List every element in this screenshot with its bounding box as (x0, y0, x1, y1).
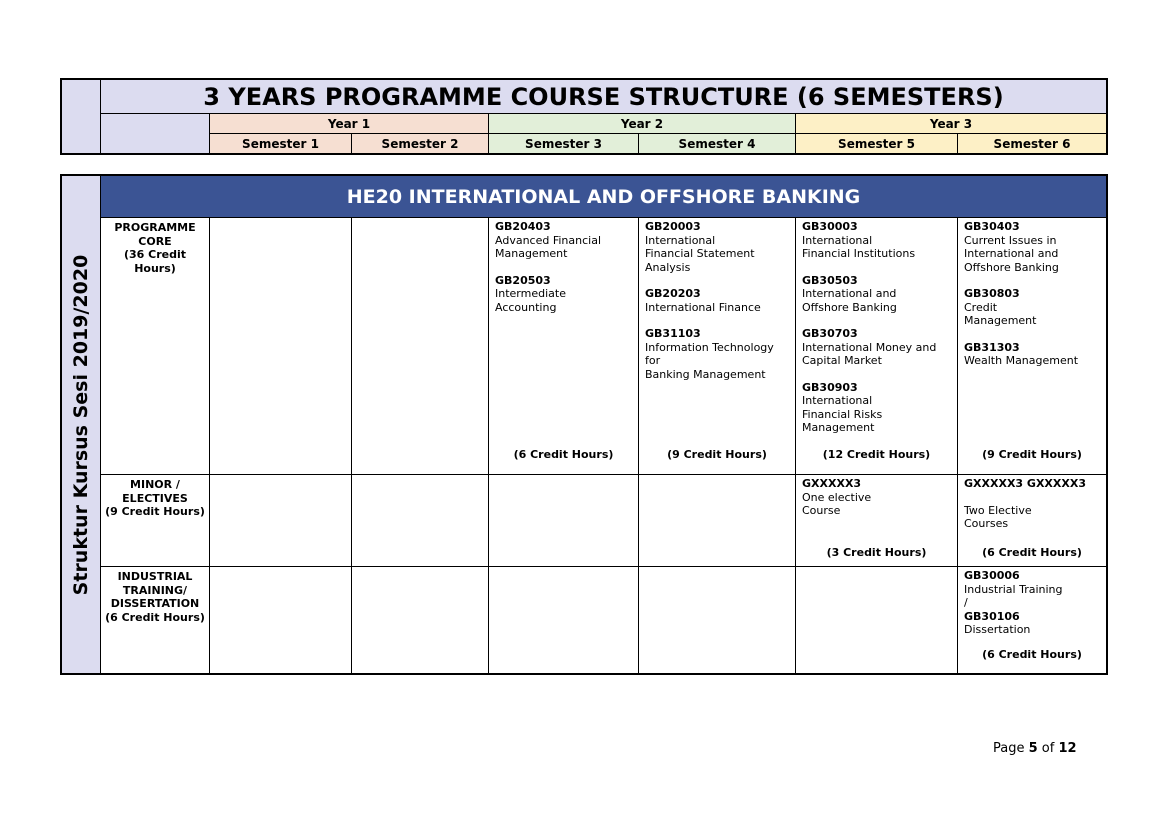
credit-hours: (9 Credit Hours) (982, 447, 1082, 461)
credit-hours: (6 Credit Hours) (982, 647, 1082, 661)
semester-1-label: Semester 1 (209, 133, 351, 153)
minor-semester-4-cell (638, 474, 795, 566)
page-current: 5 (1028, 741, 1038, 756)
minor-semester-5-cell (795, 474, 957, 566)
row-label-line: MINOR / (130, 478, 180, 491)
course-code: GB30803 (964, 287, 1020, 300)
core-semester-5-cell (795, 217, 957, 474)
course-name: Management (495, 247, 568, 260)
course-name: Course (802, 504, 841, 517)
row-label-line: (36 Credit (123, 248, 187, 261)
row-label-line: (9 Credit Hours) (105, 505, 205, 518)
page-prefix: Page (993, 741, 1029, 756)
course-separator: / (964, 596, 968, 609)
course-code: GB30003 (802, 220, 858, 233)
industrial-semester-3-cell (488, 566, 638, 673)
course-name: Capital Market (802, 354, 882, 367)
row-label-line: (6 Credit Hours) (105, 610, 205, 624)
page-title: 3 YEARS PROGRAMME COURSE STRUCTURE (6 SEMESTERS) (100, 80, 1106, 113)
course-name: Offshore Banking (802, 300, 897, 314)
course-code: GB20203 (645, 287, 701, 300)
course-name: Credit (964, 300, 998, 314)
year-3-label: Year 3 (795, 113, 1106, 133)
year-2-label: Year 2 (488, 113, 795, 133)
semester-5-label: Semester 5 (795, 133, 957, 153)
course-name: Wealth Management (964, 354, 1079, 367)
course-code: GB20403 (495, 220, 551, 233)
course-code: GXXXXX3 GXXXXX3 (964, 477, 1087, 490)
course-name: Accounting (495, 300, 557, 314)
minor-semester-3-cell (488, 474, 638, 566)
row-label-programme-core (100, 217, 209, 474)
row-label-line: DISSERTATION (110, 597, 200, 610)
semester-3-label: Semester 3 (488, 133, 638, 153)
course-code: GB20003 (645, 220, 701, 233)
course-name: Offshore Banking (964, 260, 1059, 274)
minor-semester-1-cell (209, 474, 351, 566)
course-code: GXXXXX3 (802, 477, 862, 490)
industrial-semester-5-cell (795, 566, 957, 673)
course-name: International (645, 233, 716, 247)
credit-hours: (6 Credit Hours) (513, 447, 614, 461)
minor-semester-2-cell (351, 474, 488, 566)
course-name: Dissertation (964, 623, 1031, 636)
course-code: GB30403 (964, 220, 1020, 233)
course-code: GB30703 (802, 327, 858, 340)
semester-6-label: Semester 6 (957, 133, 1106, 153)
course-name: Courses (964, 517, 1009, 530)
credit-hours: (6 Credit Hours) (982, 545, 1082, 559)
page-of: of (1037, 741, 1059, 756)
row-label-line: ELECTIVES (122, 491, 188, 505)
row-label-line: Hours) (134, 261, 176, 275)
programme-structure-header (60, 78, 1108, 155)
page-number (993, 741, 1077, 756)
core-semester-3-cell (488, 217, 638, 474)
core-semester-6-cell (957, 217, 1106, 474)
course-name: International and (964, 247, 1059, 260)
course-name: International (802, 394, 873, 407)
course-name: One elective (802, 490, 872, 504)
course-name: International (802, 233, 873, 247)
header-left-column (62, 80, 100, 153)
course-code: GB30903 (802, 380, 858, 394)
course-name: International Money and (802, 340, 937, 354)
course-code: GB30503 (802, 273, 858, 287)
course-name: Advanced Financial (495, 233, 601, 247)
core-semester-2-cell (351, 217, 488, 474)
course-name: International Finance (645, 300, 761, 314)
course-code: GB30006 (964, 569, 1020, 582)
course-name: Two Elective (964, 503, 1032, 517)
credit-hours: (9 Credit Hours) (667, 447, 767, 461)
row-label-industrial-training (100, 566, 209, 673)
course-name: Current Issues in (964, 233, 1057, 247)
row-label-line: TRAINING/ (122, 583, 188, 597)
course-name: Information Technology for (645, 340, 774, 367)
course-name: Financial Institutions (802, 247, 916, 260)
programme-title-banner: HE20 INTERNATIONAL AND OFFSHORE BANKING (100, 176, 1106, 217)
semester-4-label: Semester 4 (638, 133, 795, 153)
minor-semester-6-cell (957, 474, 1106, 566)
industrial-semester-4-cell (638, 566, 795, 673)
page-total: 12 (1058, 741, 1077, 756)
course-name: Management (964, 314, 1037, 327)
course-code: GB31303 (964, 340, 1020, 354)
semester-2-label: Semester 2 (351, 133, 488, 153)
row-label-minor-electives (100, 474, 209, 566)
course-name: Analysis (645, 260, 691, 274)
course-name: International and (802, 287, 897, 300)
course-structure-table (60, 174, 1108, 675)
credit-hours: (3 Credit Hours) (826, 545, 927, 559)
industrial-semester-6-cell (957, 566, 1106, 673)
course-code: GB20503 (495, 273, 551, 287)
core-semester-4-cell (638, 217, 795, 474)
industrial-semester-2-cell (351, 566, 488, 673)
year-1-label: Year 1 (209, 113, 488, 133)
course-name: Industrial Training (964, 582, 1063, 596)
header-empty-cell (100, 113, 209, 153)
course-name: Financial Statement (645, 247, 755, 260)
course-name: Banking Management (645, 367, 766, 381)
session-side-label (62, 176, 100, 673)
row-label-line: PROGRAMME (114, 221, 196, 234)
course-name: Management (802, 421, 875, 434)
session-label-text: Struktur Kursus Sesi 2019/2020 (70, 254, 92, 595)
credit-hours: (12 Credit Hours) (822, 447, 931, 461)
core-semester-1-cell (209, 217, 351, 474)
course-name: Financial Risks (802, 407, 883, 421)
industrial-semester-1-cell (209, 566, 351, 673)
course-code: GB31103 (645, 327, 701, 340)
row-label-line: INDUSTRIAL (117, 570, 193, 583)
course-code: GB30106 (964, 609, 1020, 623)
row-label-line: CORE (138, 234, 172, 248)
course-name: Intermediate (495, 287, 566, 300)
